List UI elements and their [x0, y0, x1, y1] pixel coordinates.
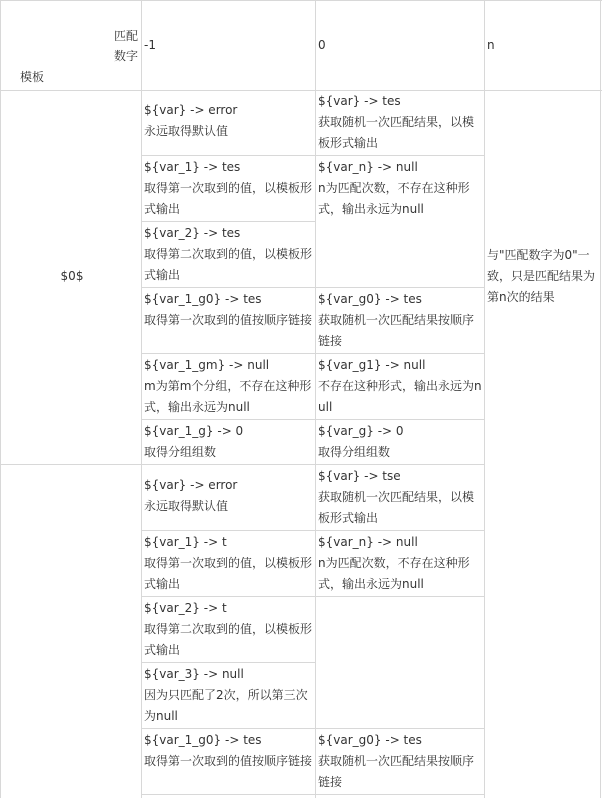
desc-text: 取得第一次取到的值，以模板形式输出	[144, 556, 313, 591]
table-cell	[315, 355, 484, 418]
table-border-left	[0, 0, 1, 798]
desc-text: 取得第一次取到的值，以模板形式输出	[144, 181, 313, 216]
table-cell	[315, 730, 484, 793]
table-cell	[141, 223, 315, 286]
table-cell	[141, 289, 315, 331]
header-bottom-line	[0, 90, 602, 91]
table-cell	[315, 532, 484, 595]
desc-text: n为匹配次数，不存在这种形式，输出永远为null	[318, 181, 470, 216]
code-text: ${var_2} -> tes	[144, 226, 241, 240]
desc-text: 获取随机一次匹配结果按顺序链接	[318, 754, 475, 789]
code-text: ${var_n} -> null	[318, 160, 418, 174]
code-text: ${var_g0} -> tes	[318, 733, 422, 747]
desc-text: 取得分组组数	[318, 445, 391, 459]
code-text: ${var_1} -> t	[144, 535, 227, 549]
code-text: ${var_1_g0} -> tes	[144, 292, 262, 306]
desc-text: 因为只匹配了2次，所以第三次为null	[144, 688, 308, 723]
row-line	[141, 287, 485, 288]
desc-text: 永远取得默认值	[144, 124, 229, 138]
row-line	[141, 662, 316, 663]
n-column-note: 与"匹配数字为0"一致，只是匹配结果为第n次的结果	[487, 248, 596, 304]
code-text: ${var_1_g0} -> tes	[144, 733, 262, 747]
code-text: ${var_g0} -> tes	[318, 292, 422, 306]
table-cell	[315, 466, 484, 529]
code-text: ${var_1_gm} -> null	[144, 358, 270, 372]
table-cell	[141, 730, 315, 772]
code-text: ${var_1_g} -> 0	[144, 424, 244, 438]
template-value: $0$	[60, 269, 84, 283]
desc-text: 获取随机一次匹配结果，以模板形式输出	[318, 490, 475, 525]
table-cell	[315, 157, 484, 220]
row-line	[141, 221, 316, 222]
desc-text: 不存在这种形式，输出永远为null	[318, 379, 482, 414]
desc-text: n为匹配次数，不存在这种形式，输出永远为null	[318, 556, 470, 591]
code-text: ${var_3} -> null	[144, 667, 244, 681]
table-border-right	[600, 0, 601, 798]
table-cell	[315, 91, 484, 154]
template-header: 模板	[20, 70, 45, 84]
code-text: ${var} -> error	[144, 478, 238, 492]
col-divider-3	[484, 0, 485, 798]
code-text: ${var} -> tse	[318, 469, 401, 483]
col-header-neg1: -1	[144, 38, 156, 52]
table-cell	[141, 355, 315, 418]
desc-text: m为第m个分组，不存在这种形式，输出永远为null	[144, 379, 312, 414]
match-number-header: 匹配 数字	[113, 29, 138, 63]
code-text: ${var} -> error	[144, 103, 238, 117]
table-cell	[141, 421, 315, 463]
desc-text: 取得第一次取到的值按顺序链接	[144, 313, 313, 327]
desc-text: 取得第一次取到的值按顺序链接	[144, 754, 313, 768]
code-text: ${var_n} -> null	[318, 535, 418, 549]
code-text: ${var_2} -> t	[144, 601, 227, 615]
row-line	[141, 794, 485, 795]
col-header-0: 0	[318, 38, 326, 52]
code-text: ${var} -> tes	[318, 94, 401, 108]
desc-text: 获取随机一次匹配结果按顺序链接	[318, 313, 475, 348]
row-line	[141, 353, 485, 354]
table-cell	[315, 421, 484, 463]
table-cell	[141, 532, 315, 595]
row-line	[141, 419, 485, 420]
code-text: ${var_1} -> tes	[144, 160, 241, 174]
row-line	[141, 596, 485, 597]
table-border-top	[0, 0, 602, 1]
row-line	[141, 728, 485, 729]
desc-text: 获取随机一次匹配结果，以模板形式输出	[318, 115, 475, 150]
desc-text: 取得分组组数	[144, 445, 217, 459]
desc-text: 永远取得默认值	[144, 499, 229, 513]
row-line	[141, 155, 485, 156]
desc-text: 取得第二次取到的值，以模板形式输出	[144, 247, 313, 282]
table-cell	[141, 664, 315, 727]
table-cell	[141, 157, 315, 220]
table-cell	[315, 289, 484, 352]
section-divider-line	[0, 464, 485, 465]
code-text: ${var_g} -> 0	[318, 424, 404, 438]
code-text: ${var_g1} -> null	[318, 358, 426, 372]
table-cell	[141, 100, 315, 142]
row-line	[141, 530, 485, 531]
table-cell	[141, 598, 315, 661]
table-cell	[141, 475, 315, 517]
desc-text: 取得第二次取到的值，以模板形式输出	[144, 622, 313, 657]
col-header-n: n	[487, 38, 495, 52]
